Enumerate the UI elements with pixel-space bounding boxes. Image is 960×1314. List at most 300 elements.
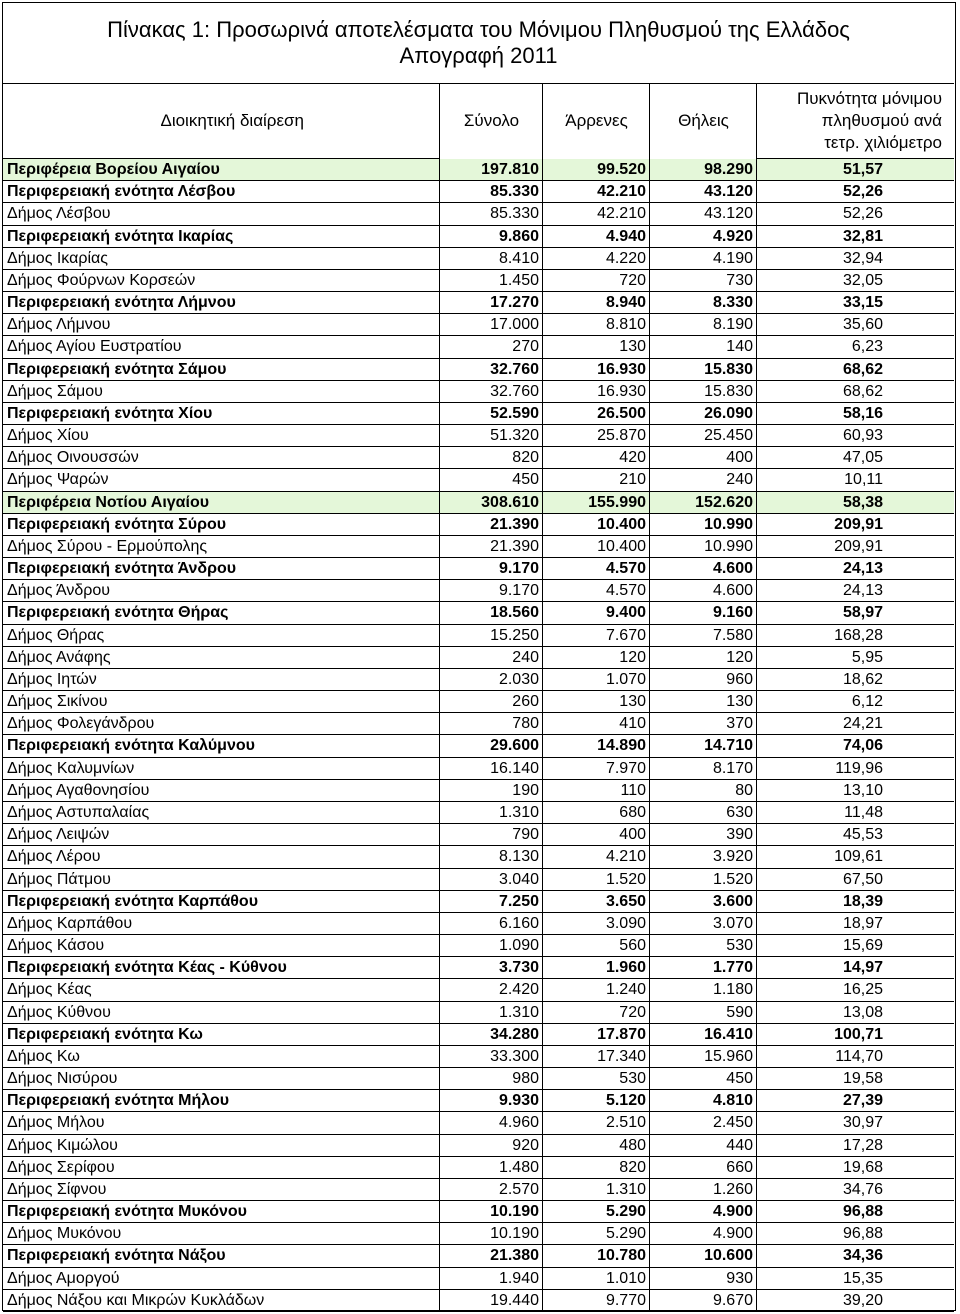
table-row (3, 669, 954, 691)
row-total: 21.390 (439, 536, 539, 558)
row-total: 6.160 (439, 913, 539, 935)
table-row (3, 447, 954, 469)
row-name: Περιφερειακή ενότητα Κω (7, 1025, 203, 1043)
row-total: 33.300 (439, 1046, 539, 1068)
row-male: 3.650 (542, 891, 646, 913)
table-row (3, 758, 954, 780)
row-density: 11,48 (756, 802, 883, 824)
row-name: Δήμος Λέρου (7, 848, 101, 866)
row-total: 1.480 (439, 1157, 539, 1179)
row-male: 10.400 (542, 514, 646, 536)
row-female: 2.450 (649, 1112, 753, 1134)
row-density: 19,68 (756, 1157, 883, 1179)
row-density: 34,36 (756, 1245, 883, 1267)
row-density: 32,05 (756, 270, 883, 292)
row-density: 24,13 (756, 580, 883, 602)
row-female: 9.670 (649, 1290, 753, 1312)
row-female: 390 (649, 824, 753, 846)
row-male: 26.500 (542, 403, 646, 425)
table-row (3, 824, 954, 846)
row-total: 9.170 (439, 558, 539, 580)
row-name: Δήμος Σάμου (7, 382, 103, 400)
row-name: Δήμος Ιητών (7, 670, 97, 688)
row-male: 4.570 (542, 580, 646, 602)
row-female: 240 (649, 469, 753, 491)
row-male: 560 (542, 935, 646, 957)
row-male: 4.210 (542, 846, 646, 868)
row-male: 110 (542, 780, 646, 802)
header-density-line: τετρ. χιλιόμετρο (824, 132, 942, 152)
row-female: 43.120 (649, 203, 753, 225)
row-name: Περιφερειακή ενότητα Λέσβου (7, 183, 236, 201)
row-male: 680 (542, 802, 646, 824)
table-row (3, 203, 954, 225)
row-female: 98.290 (649, 159, 753, 181)
row-male: 16.930 (542, 381, 646, 403)
row-total: 980 (439, 1068, 539, 1090)
row-name: Δήμος Άνδρου (7, 582, 111, 600)
row-total: 9.170 (439, 580, 539, 602)
table-subtitle: Απογραφή 2011 (399, 43, 558, 68)
row-density: 18,62 (756, 669, 883, 691)
row-total: 10.190 (439, 1223, 539, 1245)
header-female: Θήλεις (649, 83, 757, 160)
row-density: 96,88 (756, 1201, 883, 1223)
row-name: Δήμος Ικαρίας (7, 249, 108, 267)
row-male: 3.090 (542, 913, 646, 935)
row-name: Περιφερειακή ενότητα Μυκόνου (7, 1203, 247, 1221)
row-female: 730 (649, 270, 753, 292)
row-female: 3.600 (649, 891, 753, 913)
row-total: 1.310 (439, 802, 539, 824)
row-density: 68,62 (756, 381, 883, 403)
row-female: 7.580 (649, 625, 753, 647)
table-row (3, 1046, 954, 1068)
row-total: 18.560 (439, 602, 539, 624)
row-name: Δήμος Θήρας (7, 626, 105, 644)
row-male: 17.870 (542, 1024, 646, 1046)
table-title: Πίνακας 1: Προσωρινά αποτελέσματα του Μόνιμου Πληθυσμού της Ελλάδος (107, 17, 850, 42)
row-female: 16.410 (649, 1024, 753, 1046)
row-female: 4.900 (649, 1201, 753, 1223)
row-total: 17.000 (439, 314, 539, 336)
table-row (3, 1268, 954, 1290)
row-female: 140 (649, 336, 753, 358)
row-density: 51,57 (756, 159, 883, 181)
table-row (3, 425, 954, 447)
row-total: 21.390 (439, 514, 539, 536)
row-density: 60,93 (756, 425, 883, 447)
row-density: 68,62 (756, 359, 883, 381)
row-male: 480 (542, 1135, 646, 1157)
row-total: 270 (439, 336, 539, 358)
table-row (3, 735, 954, 757)
row-male: 1.240 (542, 979, 646, 1001)
row-total: 52.590 (439, 403, 539, 425)
row-female: 440 (649, 1135, 753, 1157)
row-name: Δήμος Σερίφου (7, 1158, 115, 1176)
table-row (3, 514, 954, 536)
row-male: 720 (542, 1002, 646, 1024)
row-name: Περιφερειακή ενότητα Κέας - Κύθνου (7, 959, 287, 977)
row-total: 790 (439, 824, 539, 846)
row-total: 32.760 (439, 359, 539, 381)
row-density: 119,96 (756, 758, 883, 780)
row-female: 8.190 (649, 314, 753, 336)
row-female: 10.990 (649, 514, 753, 536)
table-row (3, 1024, 954, 1046)
row-density: 96,88 (756, 1223, 883, 1245)
table-row (3, 1245, 954, 1267)
row-male: 4.220 (542, 248, 646, 270)
row-name: Περιφερειακή ενότητα Νάξου (7, 1247, 226, 1265)
table-row (3, 469, 954, 491)
row-density: 18,97 (756, 913, 883, 935)
row-name: Δήμος Καρπάθου (7, 914, 133, 932)
row-name: Περιφερειακή ενότητα Σάμου (7, 360, 227, 378)
row-density: 67,50 (756, 869, 883, 891)
header-density-line: Πυκνότητα μόνιμου (796, 88, 942, 108)
table-row (3, 1201, 954, 1223)
row-female: 660 (649, 1157, 753, 1179)
row-female: 152.620 (649, 492, 753, 514)
row-female: 43.120 (649, 181, 753, 203)
row-name: Δήμος Αστυπαλαίας (7, 803, 150, 821)
row-density: 15,35 (756, 1268, 883, 1290)
row-female: 80 (649, 780, 753, 802)
row-name: Περιφέρεια Βορείου Αιγαίου (7, 161, 220, 178)
row-female: 4.600 (649, 580, 753, 602)
row-female: 370 (649, 713, 753, 735)
header-total: Σύνολο (439, 83, 543, 160)
row-name: Δήμος Αμοργού (7, 1269, 120, 1287)
table-row (3, 292, 954, 314)
row-name: Περιφέρεια Νοτίου Αιγαίου (7, 493, 210, 511)
row-density: 58,16 (756, 403, 883, 425)
row-total: 2.420 (439, 979, 539, 1001)
row-male: 4.570 (542, 558, 646, 580)
row-name: Δήμος Φολεγάνδρου (7, 715, 155, 733)
row-name: Δήμος Ψαρών (7, 471, 109, 489)
row-density: 18,39 (756, 891, 883, 913)
row-male: 16.930 (542, 359, 646, 381)
table-row (3, 1223, 954, 1245)
row-female: 4.920 (649, 226, 753, 248)
table-row (3, 1290, 954, 1312)
row-density: 24,21 (756, 713, 883, 735)
row-total: 17.270 (439, 292, 539, 314)
row-total: 308.610 (439, 492, 539, 514)
row-density: 14,97 (756, 957, 883, 979)
row-density: 32,81 (756, 226, 883, 248)
row-male: 1.960 (542, 957, 646, 979)
row-name: Δήμος Λέσβου (7, 205, 111, 223)
row-male: 5.290 (542, 1223, 646, 1245)
table-row (3, 181, 954, 203)
row-density: 109,61 (756, 846, 883, 868)
row-total: 8.410 (439, 248, 539, 270)
row-female: 400 (649, 447, 753, 469)
row-male: 130 (542, 691, 646, 713)
row-total: 1.310 (439, 1002, 539, 1024)
row-total: 3.730 (439, 957, 539, 979)
row-density: 35,60 (756, 314, 883, 336)
row-density: 52,26 (756, 203, 883, 225)
row-female: 450 (649, 1068, 753, 1090)
table-row (3, 913, 954, 935)
row-total: 34.280 (439, 1024, 539, 1046)
row-male: 400 (542, 824, 646, 846)
row-male: 2.510 (542, 1112, 646, 1134)
row-male: 25.870 (542, 425, 646, 447)
table-row (3, 935, 954, 957)
row-name: Περιφερειακή ενότητα Μήλου (7, 1092, 230, 1110)
row-total: 51.320 (439, 425, 539, 447)
row-male: 1.310 (542, 1179, 646, 1201)
row-total: 32.760 (439, 381, 539, 403)
row-density: 10,11 (756, 469, 883, 491)
row-density: 32,94 (756, 248, 883, 270)
row-name: Περιφερειακή ενότητα Άνδρου (7, 560, 237, 578)
row-female: 1.770 (649, 957, 753, 979)
table-row (3, 314, 954, 336)
row-male: 1.070 (542, 669, 646, 691)
row-female: 4.190 (649, 248, 753, 270)
table-row (3, 270, 954, 292)
row-female: 960 (649, 669, 753, 691)
row-total: 1.450 (439, 270, 539, 292)
row-total: 29.600 (439, 735, 539, 757)
row-name: Δήμος Οινουσσών (7, 449, 139, 467)
row-total: 920 (439, 1135, 539, 1157)
row-density: 33,15 (756, 292, 883, 314)
table-row (3, 979, 954, 1001)
row-density: 16,25 (756, 979, 883, 1001)
header-male: Άρρενες (542, 83, 650, 160)
row-name: Περιφερειακή ενότητα Σύρου (7, 515, 227, 533)
row-density: 5,95 (756, 647, 883, 669)
row-total: 7.250 (439, 891, 539, 913)
row-total: 9.930 (439, 1090, 539, 1112)
row-density: 74,06 (756, 735, 883, 757)
row-male: 420 (542, 447, 646, 469)
row-total: 85.330 (439, 203, 539, 225)
row-name: Δήμος Κάσου (7, 937, 105, 955)
table-row (3, 780, 954, 802)
row-density: 58,97 (756, 602, 883, 624)
row-density: 15,69 (756, 935, 883, 957)
row-total: 780 (439, 713, 539, 735)
row-female: 3.070 (649, 913, 753, 935)
table-row (3, 846, 954, 868)
row-total: 197.810 (439, 159, 539, 181)
row-total: 16.140 (439, 758, 539, 780)
row-female: 8.330 (649, 292, 753, 314)
table-body (3, 159, 954, 1312)
table-row (3, 625, 954, 647)
row-male: 820 (542, 1157, 646, 1179)
row-total: 2.570 (439, 1179, 539, 1201)
table-row (3, 1179, 954, 1201)
table-row (3, 159, 954, 181)
row-male: 7.670 (542, 625, 646, 647)
row-male: 10.400 (542, 536, 646, 558)
table-row (3, 691, 954, 713)
row-male: 1.010 (542, 1268, 646, 1290)
row-density: 58,38 (756, 492, 883, 514)
table-row (3, 957, 954, 979)
row-name: Δήμος Πάτμου (7, 870, 111, 888)
row-female: 930 (649, 1268, 753, 1290)
row-density: 6,12 (756, 691, 883, 713)
row-name: Δήμος Λειψών (7, 826, 110, 844)
row-name: Δήμος Κιμώλου (7, 1136, 118, 1154)
table-row (3, 580, 954, 602)
row-male: 210 (542, 469, 646, 491)
row-total: 9.860 (439, 226, 539, 248)
row-density: 30,97 (756, 1112, 883, 1134)
row-density: 114,70 (756, 1046, 883, 1068)
row-female: 530 (649, 935, 753, 957)
table-row (3, 1068, 954, 1090)
row-name: Δήμος Σύρου - Ερμούπολης (7, 537, 208, 555)
row-female: 10.600 (649, 1245, 753, 1267)
row-female: 14.710 (649, 735, 753, 757)
row-male: 99.520 (542, 159, 646, 181)
row-male: 5.120 (542, 1090, 646, 1112)
row-female: 630 (649, 802, 753, 824)
row-density: 52,26 (756, 181, 883, 203)
row-density: 100,71 (756, 1024, 883, 1046)
table-row (3, 492, 954, 514)
row-name: Δήμος Χίου (7, 427, 89, 445)
table-row (3, 558, 954, 580)
row-female: 26.090 (649, 403, 753, 425)
row-name: Περιφερειακή ενότητα Θήρας (7, 604, 229, 622)
row-total: 21.380 (439, 1245, 539, 1267)
row-density: 13,10 (756, 780, 883, 802)
row-name: Δήμος Μυκόνου (7, 1225, 122, 1243)
row-female: 15.830 (649, 381, 753, 403)
row-total: 15.250 (439, 625, 539, 647)
table-row (3, 713, 954, 735)
row-name: Περιφερειακή ενότητα Καλύμνου (7, 737, 255, 755)
row-total: 2.030 (439, 669, 539, 691)
row-density: 39,20 (756, 1290, 883, 1312)
row-density: 19,58 (756, 1068, 883, 1090)
row-total: 190 (439, 780, 539, 802)
row-name: Δήμος Νάξου και Μικρών Κυκλάδων (7, 1291, 265, 1309)
table-row (3, 403, 954, 425)
table-row (3, 336, 954, 358)
row-male: 720 (542, 270, 646, 292)
row-female: 8.170 (649, 758, 753, 780)
table-row (3, 1090, 954, 1112)
row-female: 4.810 (649, 1090, 753, 1112)
row-total: 260 (439, 691, 539, 713)
row-male: 14.890 (542, 735, 646, 757)
row-male: 120 (542, 647, 646, 669)
row-name: Δήμος Λήμνου (7, 316, 111, 334)
row-total: 8.130 (439, 846, 539, 868)
row-name: Δήμος Αγαθονησίου (7, 781, 150, 799)
row-total: 4.960 (439, 1112, 539, 1134)
row-male: 9.770 (542, 1290, 646, 1312)
table-row (3, 869, 954, 891)
table-row (3, 602, 954, 624)
row-total: 3.040 (439, 869, 539, 891)
table-row (3, 891, 954, 913)
row-density: 17,28 (756, 1135, 883, 1157)
row-male: 4.940 (542, 226, 646, 248)
row-name: Δήμος Αγίου Ευστρατίου (7, 338, 182, 356)
table-row (3, 802, 954, 824)
row-female: 4.600 (649, 558, 753, 580)
row-female: 3.920 (649, 846, 753, 868)
row-name: Δήμος Σίφνου (7, 1180, 107, 1198)
row-male: 5.290 (542, 1201, 646, 1223)
row-male: 9.400 (542, 602, 646, 624)
table-row (3, 226, 954, 248)
row-name: Περιφερειακή ενότητα Καρπάθου (7, 892, 259, 910)
row-name: Περιφερειακή ενότητα Ικαρίας (7, 227, 234, 245)
row-total: 820 (439, 447, 539, 469)
row-total: 240 (439, 647, 539, 669)
row-density: 24,13 (756, 558, 883, 580)
row-male: 17.340 (542, 1046, 646, 1068)
row-female: 130 (649, 691, 753, 713)
row-male: 42.210 (542, 181, 646, 203)
row-female: 4.900 (649, 1223, 753, 1245)
row-density: 34,76 (756, 1179, 883, 1201)
header-density-line: πληθυσμού ανά (821, 110, 942, 130)
row-name: Δήμος Κύθνου (7, 1003, 111, 1021)
row-female: 10.990 (649, 536, 753, 558)
row-total: 85.330 (439, 181, 539, 203)
header-density (756, 83, 954, 159)
row-male: 42.210 (542, 203, 646, 225)
row-density: 47,05 (756, 447, 883, 469)
row-male: 8.810 (542, 314, 646, 336)
row-density: 13,08 (756, 1002, 883, 1024)
row-total: 10.190 (439, 1201, 539, 1223)
row-density: 27,39 (756, 1090, 883, 1112)
row-density: 168,28 (756, 625, 883, 647)
row-female: 590 (649, 1002, 753, 1024)
row-name: Δήμος Καλυμνίων (7, 759, 135, 777)
row-name: Δήμος Σικίνου (7, 693, 108, 711)
row-name: Δήμος Φούρνων Κορσεών (7, 271, 196, 289)
table-row (3, 381, 954, 403)
row-male: 155.990 (542, 492, 646, 514)
row-total: 450 (439, 469, 539, 491)
row-female: 1.520 (649, 869, 753, 891)
row-name: Δήμος Ανάφης (7, 648, 111, 666)
table-row (3, 536, 954, 558)
row-name: Περιφερειακή ενότητα Λήμνου (7, 294, 236, 312)
row-name: Περιφερειακή ενότητα Χίου (7, 404, 213, 422)
table-title-block (3, 3, 954, 84)
row-male: 130 (542, 336, 646, 358)
table-row (3, 1157, 954, 1179)
row-female: 15.960 (649, 1046, 753, 1068)
row-total: 19.440 (439, 1290, 539, 1312)
row-density: 209,91 (756, 536, 883, 558)
row-female: 25.450 (649, 425, 753, 447)
row-male: 410 (542, 713, 646, 735)
row-density: 45,53 (756, 824, 883, 846)
row-female: 1.260 (649, 1179, 753, 1201)
